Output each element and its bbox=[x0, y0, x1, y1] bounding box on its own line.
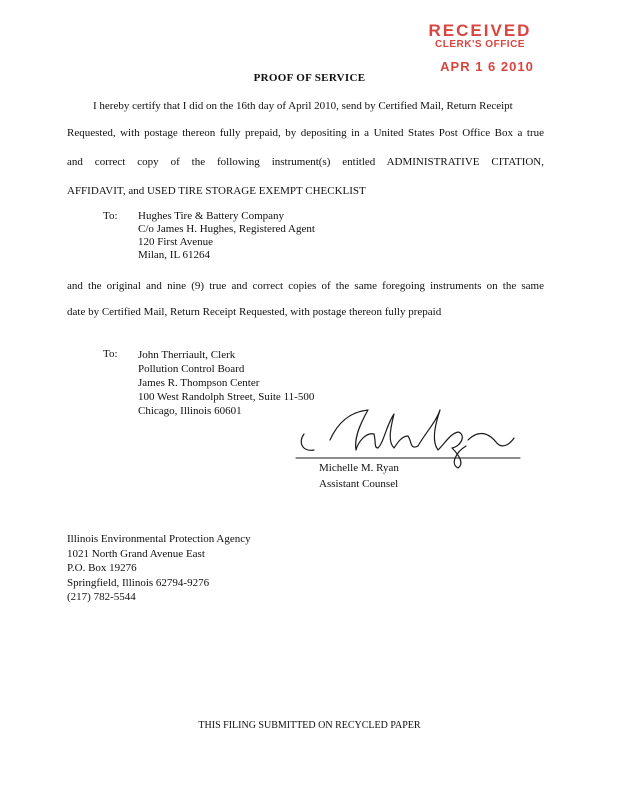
agency-line: (217) 782-5544 bbox=[67, 591, 136, 603]
body-line-4: AFFIDAVIT, and USED TIRE STORAGE EXEMPT CHECKLIST bbox=[67, 185, 366, 197]
page-title: PROOF OF SERVICE bbox=[253, 72, 366, 84]
stamp-date: APR 1 6 2010 bbox=[440, 59, 534, 74]
body-line-3: and correct copy of the following instrument(s) entitled ADMINISTRATIVE CITATION, bbox=[67, 156, 544, 168]
stamp-clerks-office: CLERK'S OFFICE bbox=[435, 39, 525, 50]
address-line: 120 First Avenue bbox=[138, 236, 213, 248]
recipient2-label: To: bbox=[103, 348, 118, 360]
address-line: 100 West Randolph Street, Suite 11-500 bbox=[138, 391, 315, 403]
signer-name: Michelle M. Ryan bbox=[319, 462, 399, 474]
agency-line: P.O. Box 19276 bbox=[67, 562, 137, 574]
agency-line: Illinois Environmental Protection Agency bbox=[67, 533, 251, 545]
recipient2-address bbox=[138, 348, 314, 418]
body-line-1: I hereby certify that I did on the 16th day of April 2010, send by Certified Mail, Return Receipt bbox=[93, 100, 513, 112]
body2-line-1: and the original and nine (9) true and correct copies of the same foregoing instruments on the same bbox=[67, 280, 544, 292]
address-line: James R. Thompson Center bbox=[138, 377, 260, 389]
agency-line: 1021 North Grand Avenue East bbox=[67, 547, 205, 560]
address-line: Pollution Control Board bbox=[138, 363, 245, 375]
signer-title: Assistant Counsel bbox=[319, 478, 399, 490]
stamp-received: RECEIVED bbox=[428, 21, 532, 40]
agency-line: Springfield, Illinois 62794-9276 bbox=[67, 576, 210, 589]
footer-note: THIS FILING SUBMITTED ON RECYCLED PAPER bbox=[198, 720, 421, 731]
recipient1-address bbox=[138, 210, 315, 262]
body2-line-2: date by Certified Mail, Return Receipt Requested, with postage thereon fully prepaid bbox=[67, 306, 442, 318]
address-line: Hughes Tire & Battery Company bbox=[138, 210, 285, 222]
address-line: Chicago, Illinois 60601 bbox=[138, 405, 242, 417]
body-line-2: Requested, with postage thereon fully prepaid, by depositing in a United States Post Office Box a true bbox=[67, 127, 544, 139]
agency-address bbox=[67, 532, 251, 605]
address-line: Milan, IL 61264 bbox=[138, 249, 210, 261]
signer-block bbox=[319, 460, 399, 492]
address-line: John Therriault, Clerk bbox=[138, 349, 236, 361]
recipient1-label: To: bbox=[103, 210, 118, 222]
received-stamp bbox=[420, 22, 540, 74]
address-line: C/o James H. Hughes, Registered Agent bbox=[138, 223, 315, 235]
